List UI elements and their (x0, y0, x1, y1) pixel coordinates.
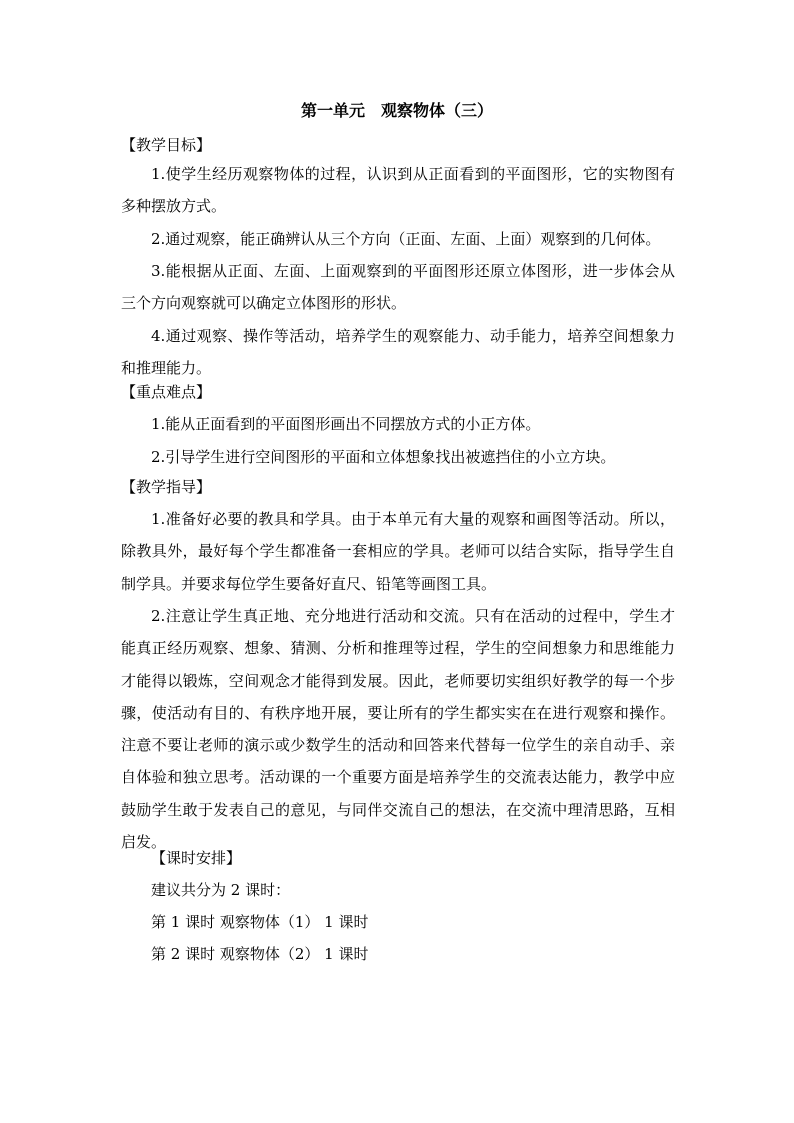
guidance-heading: 【教学指导】 (121, 478, 212, 496)
schedule-intro: 建议共分为 2 课时： (151, 881, 291, 899)
key-point-item-1: 1.能从正面看到的平面图形画出不同摆放方式的小正方体。 (151, 415, 541, 433)
schedule-lesson-2: 第 2 课时 观察物体（2） 1 课时 (151, 945, 369, 963)
key-points-heading: 【重点难点】 (121, 383, 212, 401)
key-point-item-2: 2.引导学生进行空间图形的平面和立体想象找出被遮挡住的小立方块。 (151, 448, 616, 466)
guidance-item-1: 1.准备好必要的教具和学具。由于本单元有大量的观察和画图等活动。所以，除教具外，最好每个学生都准备一套相应的学具。老师可以结合实际，指导学生自制学具。并要求每位学生要备好直尺、铅笔等画图工具。 (121, 510, 675, 593)
objective-item-1: 1.使学生经历观察物体的过程，认识到从正面看到的平面图形，它的实物图有多种摆放方式。 (121, 165, 675, 216)
page-title: 第一单元 观察物体（三） (300, 101, 493, 120)
objectives-heading: 【教学目标】 (121, 136, 212, 154)
schedule-lesson-1: 第 1 课时 观察物体（1） 1 课时 (151, 913, 369, 931)
objective-item-3: 3.能根据从正面、左面、上面观察到的平面图形还原立体图形，进一步体会从三个方向观察就可以确定立体图形的形状。 (121, 262, 675, 313)
guidance-item-2: 2.注意让学生真正地、充分地进行活动和交流。只有在活动的过程中，学生才能真正经历观察、想象、猜测、分析和推理等过程，学生的空间想象力和思维能力才能得以锻炼，空间观念才能得到发展。因此，老师要切实组织好教学的每一个步骤，使活动有目的、有秩序地开展，要让所有的学生都实实在在进行观察和操作。注意不要让老师的演示或少数学生的活动和回答来代替每一位学生的亲自动手、亲自体验和独立思考。活动课的一个重要方面是培养学生的交流表达能力，教学中应鼓励学生敢于发表自己的意见，与同伴交流自己的想法，在交流中理清思路，互相启发。 (121, 607, 675, 852)
objective-item-2: 2.通过观察，能正确辨认从三个方向（正面、左面、上面）观察到的几何体。 (151, 230, 661, 248)
objective-item-4: 4.通过观察、操作等活动，培养学生的观察能力、动手能力，培养空间想象力和推理能力。 (121, 327, 675, 378)
schedule-heading: 【课时安排】 (151, 849, 242, 867)
